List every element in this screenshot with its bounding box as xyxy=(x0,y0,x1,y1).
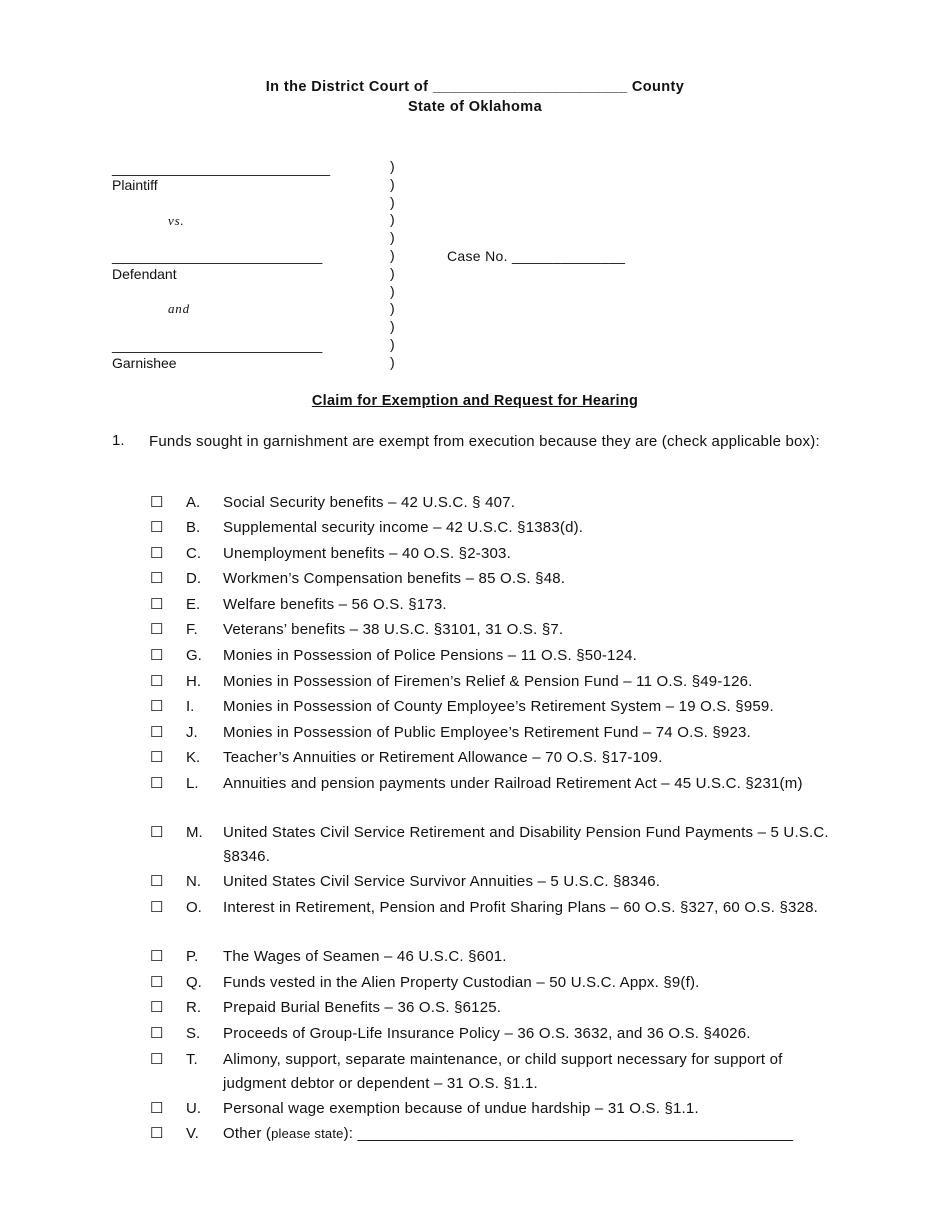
checkbox-icon[interactable]: ☐ xyxy=(150,899,164,916)
exemption-text: United States Civil Service Retirement and Disability Pension Fund Payments – 5 U.S.C. §8346. xyxy=(223,824,829,865)
case-number-field[interactable]: Case No. ______________ xyxy=(447,248,626,264)
caption-paren: ) xyxy=(390,300,395,316)
exemption-letter: M. xyxy=(186,824,203,841)
checkbox-icon[interactable]: ☐ xyxy=(150,974,164,991)
exemption-letter: A. xyxy=(186,494,201,511)
checkbox-icon[interactable]: ☐ xyxy=(150,621,164,638)
exemption-text: Veterans’ benefits – 38 U.S.C. §3101, 31 O.S. §7. xyxy=(223,621,564,638)
checkbox-icon[interactable]: ☐ xyxy=(150,673,164,690)
exemption-letter: U. xyxy=(186,1100,201,1117)
plaintiff-label: Plaintiff xyxy=(112,177,158,193)
other-label: Other ( xyxy=(223,1125,272,1142)
exemption-letter: G. xyxy=(186,647,202,664)
other-colon: ): xyxy=(343,1125,354,1142)
exemption-text: United States Civil Service Survivor Annuities – 5 U.S.C. §8346. xyxy=(223,873,661,890)
exemption-letter: D. xyxy=(186,570,201,587)
exemption-letter: L. xyxy=(186,775,199,792)
caption-paren: ) xyxy=(390,354,395,370)
exemption-text: Unemployment benefits – 40 O.S. §2-303. xyxy=(223,545,511,562)
form-title: Claim for Exemption and Request for Hearing xyxy=(311,393,639,409)
checkbox-icon[interactable]: ☐ xyxy=(150,724,164,741)
exemption-text: Teacher’s Annuities or Retirement Allowance – 70 O.S. §17-109. xyxy=(223,749,663,766)
checkbox-icon[interactable]: ☐ xyxy=(150,1051,164,1068)
checkbox-icon[interactable]: ☐ xyxy=(150,948,164,965)
checkbox-icon[interactable]: ☐ xyxy=(150,1025,164,1042)
exemption-letter: B. xyxy=(186,519,201,536)
state-heading: State of Oklahoma xyxy=(407,99,543,115)
checkbox-icon[interactable]: ☐ xyxy=(150,749,164,766)
exemption-letter: Q. xyxy=(186,974,202,991)
checkbox-icon[interactable]: ☐ xyxy=(150,494,164,511)
checkbox-icon[interactable]: ☐ xyxy=(150,1125,164,1142)
garnishee-label: Garnishee xyxy=(112,355,177,371)
caption-paren: ) xyxy=(390,229,395,245)
exemption-text: Workmen’s Compensation benefits – 85 O.S. §48. xyxy=(223,570,566,587)
exemption-letter: E. xyxy=(186,596,201,613)
item-number: 1. xyxy=(112,432,125,449)
defendant-label: Defendant xyxy=(112,266,177,282)
caption-paren: ) xyxy=(390,265,395,281)
checkbox-icon[interactable]: ☐ xyxy=(150,545,164,562)
checkbox-icon[interactable]: ☐ xyxy=(150,775,164,792)
exemption-letter: S. xyxy=(186,1025,201,1042)
exemption-text: Proceeds of Group-Life Insurance Policy – 36 O.S. 3632, and 36 O.S. §4026. xyxy=(223,1025,751,1042)
defendant-blank[interactable]: ___________________________ xyxy=(112,248,323,264)
exemption-letter: O. xyxy=(186,899,202,916)
exemption-letter: H. xyxy=(186,673,201,690)
exemption-letter: P. xyxy=(186,948,199,965)
caption-paren: ) xyxy=(390,336,395,352)
caption-paren: ) xyxy=(390,211,395,227)
exemption-text: Social Security benefits – 42 U.S.C. § 407. xyxy=(223,494,516,511)
exemption-text: Supplemental security income – 42 U.S.C. §1383(d). xyxy=(223,519,584,536)
exemption-text: Monies in Possession of Public Employee’s Retirement Fund – 74 O.S. §923. xyxy=(223,724,751,741)
exemption-text: Funds vested in the Alien Property Custodian – 50 U.S.C. Appx. §9(f). xyxy=(223,974,700,991)
exemption-letter: J. xyxy=(186,724,198,741)
checkbox-icon[interactable]: ☐ xyxy=(150,873,164,890)
exemption-letter: N. xyxy=(186,873,201,890)
exemption-text: Personal wage exemption because of undue hardship – 31 O.S. §1.1. xyxy=(223,1100,699,1117)
court-heading: In the District Court of _______________________ County xyxy=(265,79,685,95)
checkbox-icon[interactable]: ☐ xyxy=(150,570,164,587)
checkbox-icon[interactable]: ☐ xyxy=(150,519,164,536)
exemption-letter: T. xyxy=(186,1051,198,1068)
exemption-letter: F. xyxy=(186,621,198,638)
exemption-text: Welfare benefits – 56 O.S. §173. xyxy=(223,596,447,613)
checkbox-icon[interactable]: ☐ xyxy=(150,596,164,613)
exemption-text: Alimony, support, separate maintenance, or child support necessary for support of judgment debtor or dependent – 31 O.S. §1.1. xyxy=(223,1051,783,1092)
checkbox-icon[interactable]: ☐ xyxy=(150,1100,164,1117)
caption-paren: ) xyxy=(390,318,395,334)
exemption-text: The Wages of Seamen – 46 U.S.C. §601. xyxy=(223,948,507,965)
vs-label: vs. xyxy=(168,213,185,228)
other-exemption-field[interactable] xyxy=(223,1122,843,1146)
garnishee-blank[interactable]: ___________________________ xyxy=(112,337,323,353)
checkbox-icon[interactable]: ☐ xyxy=(150,647,164,664)
exemption-text: Monies in Possession of Firemen’s Relief & Pension Fund – 11 O.S. §49-126. xyxy=(223,673,753,690)
other-blank[interactable]: ___________________________________________________ xyxy=(353,1125,794,1142)
caption-paren: ) xyxy=(390,247,395,263)
exemption-text: Monies in Possession of Police Pensions – 11 O.S. §50-124. xyxy=(223,647,638,664)
exemption-letter: I. xyxy=(186,698,195,715)
exemption-letter: C. xyxy=(186,545,201,562)
exemption-text: Interest in Retirement, Pension and Profit Sharing Plans – 60 O.S. §327, 60 O.S. §328. xyxy=(223,899,819,916)
exemption-text: Monies in Possession of County Employee’s Retirement System – 19 O.S. §959. xyxy=(223,698,774,715)
other-hint: please state xyxy=(271,1126,344,1141)
checkbox-icon[interactable]: ☐ xyxy=(150,824,164,841)
plaintiff-blank[interactable]: ____________________________ xyxy=(112,160,331,176)
exemption-letter: K. xyxy=(186,749,201,766)
exemption-text: Prepaid Burial Benefits – 36 O.S. §6125. xyxy=(223,999,502,1016)
caption-paren: ) xyxy=(390,158,395,174)
case-caption xyxy=(112,158,672,378)
caption-paren: ) xyxy=(390,283,395,299)
item-text: Funds sought in garnishment are exempt from execution because they are (check applicable box): xyxy=(149,433,820,450)
exemption-text: Annuities and pension payments under Railroad Retirement Act – 45 U.S.C. §231(m) xyxy=(223,775,803,792)
caption-paren: ) xyxy=(390,176,395,192)
exemption-letter: V. xyxy=(186,1125,199,1142)
checkbox-icon[interactable]: ☐ xyxy=(150,999,164,1016)
and-label: and xyxy=(168,301,190,316)
checkbox-icon[interactable]: ☐ xyxy=(150,698,164,715)
exemption-letter: R. xyxy=(186,999,201,1016)
caption-paren: ) xyxy=(390,194,395,210)
